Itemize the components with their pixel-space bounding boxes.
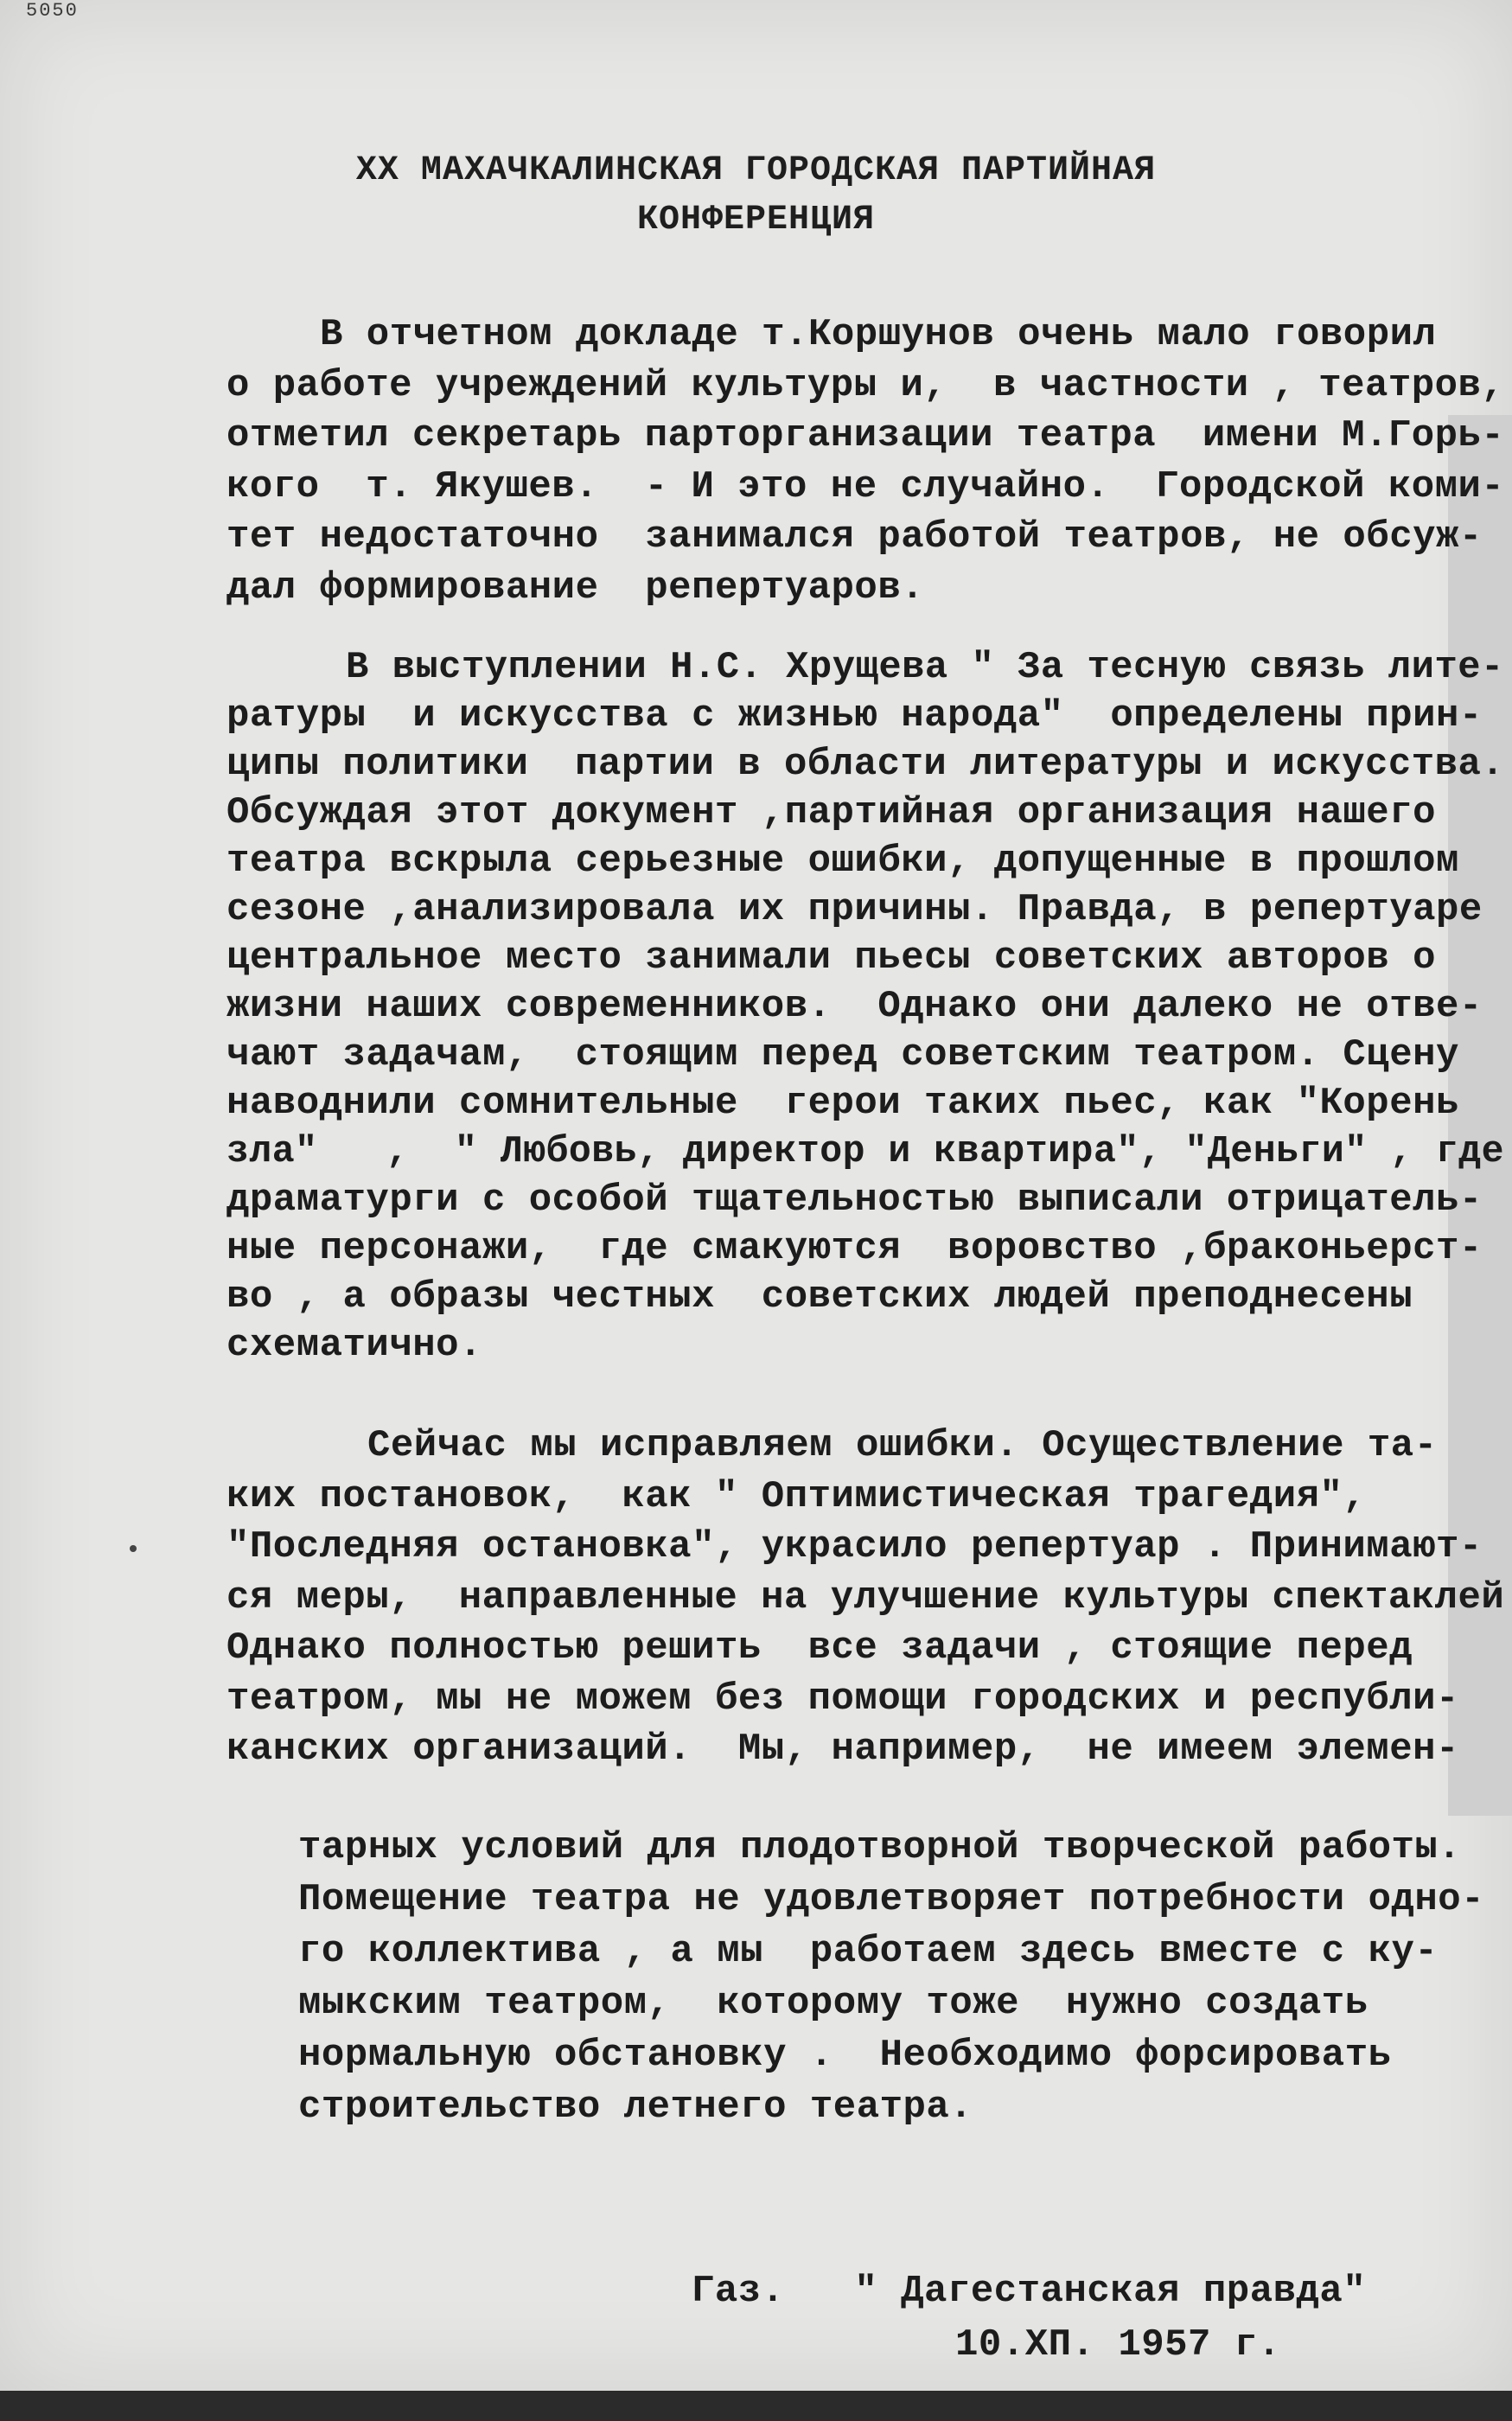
paragraph1-line: В отчетном докладе т.Коршунов очень мало говорил — [320, 313, 1437, 356]
paragraph3-line: канских организаций. Мы, например, не имеем элемен- — [226, 1728, 1459, 1771]
archive-number: 5050 — [26, 0, 79, 22]
paragraph2-line: сезоне ,анализировала их причины. Правда, в репертуаре — [226, 888, 1483, 931]
publication-date: 10.ХП. 1957 г. — [955, 2323, 1281, 2367]
paragraph4-line: тарных условий для плодотворной творческой работы. — [298, 1826, 1462, 1869]
source-citation: Газ. " Дагестанская правда" — [692, 2270, 1367, 2313]
paragraph2-line: наводнили сомнительные герои таких пьес, как "Корень — [226, 1082, 1459, 1125]
paragraph1-line: о работе учреждений культуры и, в частности , театров, — [226, 363, 1505, 407]
paragraph3-line: театром, мы не можем без помощи городских и республи- — [226, 1677, 1459, 1721]
paragraph4-line: нормальную обстановку . Необходимо форсировать — [298, 2034, 1392, 2077]
paragraph2-line: чают задачам, стоящим перед советским театром. Сцену — [226, 1033, 1459, 1076]
paragraph3-line: Однако полностью решить все задачи , стоящие перед — [226, 1626, 1413, 1670]
paragraph2-line: жизни наших современников. Однако они далеко не отве- — [226, 985, 1483, 1028]
margin-dot — [130, 1545, 137, 1552]
paragraph2-line: схематично. — [226, 1324, 482, 1367]
paragraph4-line: го коллектива , а мы работаем здесь вместе с ку- — [298, 1930, 1439, 1973]
document-title-line-2: КОНФЕРЕНЦИЯ — [636, 201, 876, 240]
paragraph3-line: Сейчас мы исправляем ошибки. Осуществление та- — [367, 1424, 1438, 1467]
paragraph1-line: дал формирование репертуаров. — [226, 565, 925, 610]
paragraph2-line: ратуры и искусства с жизнью народа" определены прин- — [226, 694, 1483, 738]
paragraph4-line: Помещение театра не удовлетворяет потребности одно- — [298, 1878, 1485, 1921]
paragraph2-line: зла" , " Любовь, директор и квартира", "Деньги" , где — [226, 1130, 1505, 1173]
paragraph2-line: ципы политики партии в области литературы и искусства. — [226, 743, 1505, 786]
paragraph4-line: мыкским театром, которому тоже нужно создать — [298, 1982, 1368, 2025]
paragraph2-line: драматурги с особой тщательностью выписали отрицатель- — [226, 1179, 1483, 1222]
paragraph3-line: "Последняя остановка", украсило репертуар . Принимают- — [226, 1525, 1483, 1568]
paragraph1-line: кого т. Якушев. - И это не случайно. Городской коми- — [226, 464, 1505, 508]
paragraph2-line: центральное место занимали пьесы советских авторов о — [226, 936, 1437, 980]
paragraph2-line: ные персонажи, где смакуются воровство ,браконьерст- — [226, 1227, 1483, 1270]
document-title-line-1: XX МАХАЧКАЛИНСКАЯ ГОРОДСКАЯ ПАРТИЙНАЯ — [355, 151, 1157, 190]
paragraph3-line: ких постановок, как " Оптимистическая трагедия", — [226, 1474, 1367, 1518]
paragraph2-line: театра вскрыла серьезные ошибки, допущенные в прошлом — [226, 840, 1459, 883]
paragraph1-line: отметил секретарь парторганизации театра имени М.Горь- — [226, 414, 1505, 457]
paragraph4-line: строительство летнего театра. — [298, 2086, 973, 2129]
paragraph2-line: во , а образы честных советских людей преподнесены — [226, 1275, 1413, 1319]
paragraph3-line: ся меры, направленные на улучшение культуры спектаклей — [226, 1575, 1505, 1619]
paragraph2-line: В выступлении Н.С. Хрущева " За тесную связь лите- — [346, 646, 1504, 689]
paragraph1-line: тет недостаточно занимался работой театров, не обсуж- — [226, 515, 1483, 559]
paragraph2-line: Обсуждая этот документ ,партийная организация нашего — [226, 791, 1437, 834]
